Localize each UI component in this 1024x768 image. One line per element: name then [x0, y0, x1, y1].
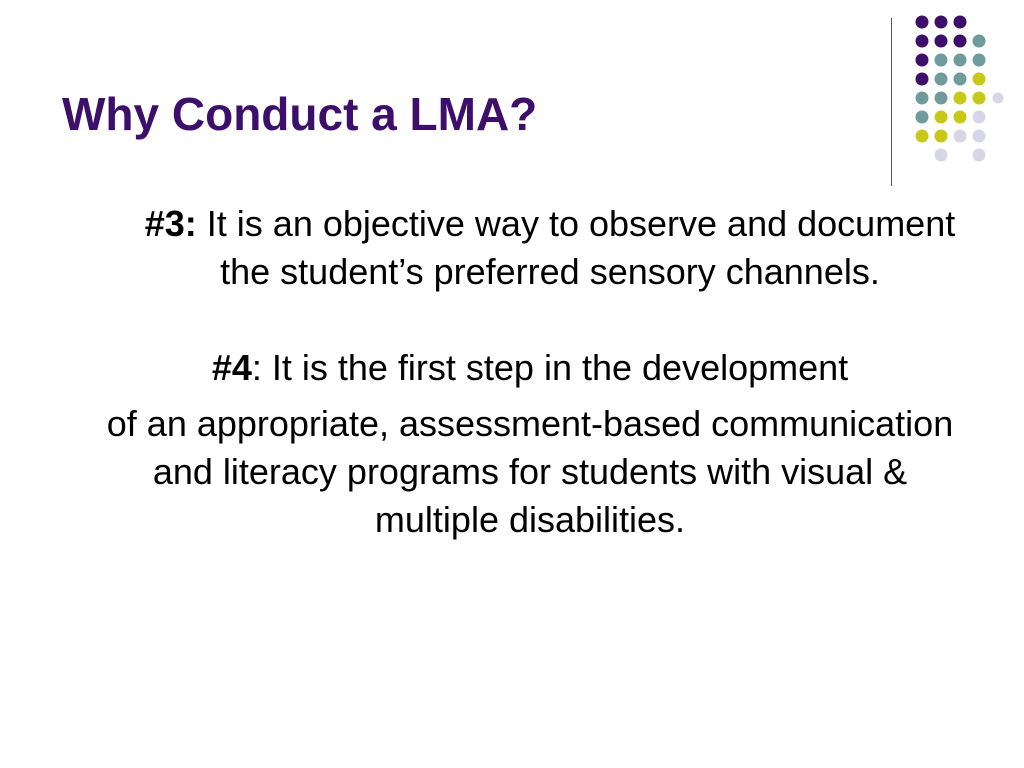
dot: [973, 111, 986, 124]
dot: [916, 73, 929, 86]
dot: [954, 92, 967, 105]
slide-body: [100, 200, 960, 544]
dot: [935, 149, 948, 162]
dot: [916, 35, 929, 48]
point-3-text: It is an objective way to observe and document the student’s preferred sensory channels.: [196, 203, 956, 292]
dot: [954, 73, 967, 86]
dot: [916, 92, 929, 105]
vertical-divider: [891, 18, 892, 186]
dot: [973, 35, 986, 48]
dot: [935, 111, 948, 124]
dot: [954, 35, 967, 48]
dot: [935, 130, 948, 143]
dot: [935, 16, 948, 29]
dot: [916, 16, 929, 29]
dot: [973, 54, 986, 67]
dot: [973, 92, 986, 105]
slide-title: Why Conduct a LMA?: [62, 88, 538, 140]
point-4-text: : It is the first step in the development: [251, 347, 849, 388]
dot: [916, 130, 929, 143]
dot: [916, 54, 929, 67]
point-4-number: #4: [211, 347, 252, 388]
dot: [973, 149, 986, 162]
dot: [935, 54, 948, 67]
decorative-dot-grid: [904, 12, 1004, 172]
dot: [935, 73, 948, 86]
point-3: [100, 200, 960, 296]
dot: [954, 130, 967, 143]
dot: [973, 130, 986, 143]
point-3-number: #3:: [144, 203, 197, 244]
point-4: [100, 344, 960, 392]
dot: [993, 93, 1004, 104]
dot: [973, 73, 986, 86]
dot: [954, 54, 967, 67]
dot: [954, 16, 967, 29]
point-4-continuation: of an appropriate, assessment-based communication and literacy programs for students with visual & multiple disabilities.: [106, 403, 954, 540]
dot: [935, 92, 948, 105]
dot: [916, 111, 929, 124]
dot: [935, 35, 948, 48]
dot: [954, 111, 967, 124]
